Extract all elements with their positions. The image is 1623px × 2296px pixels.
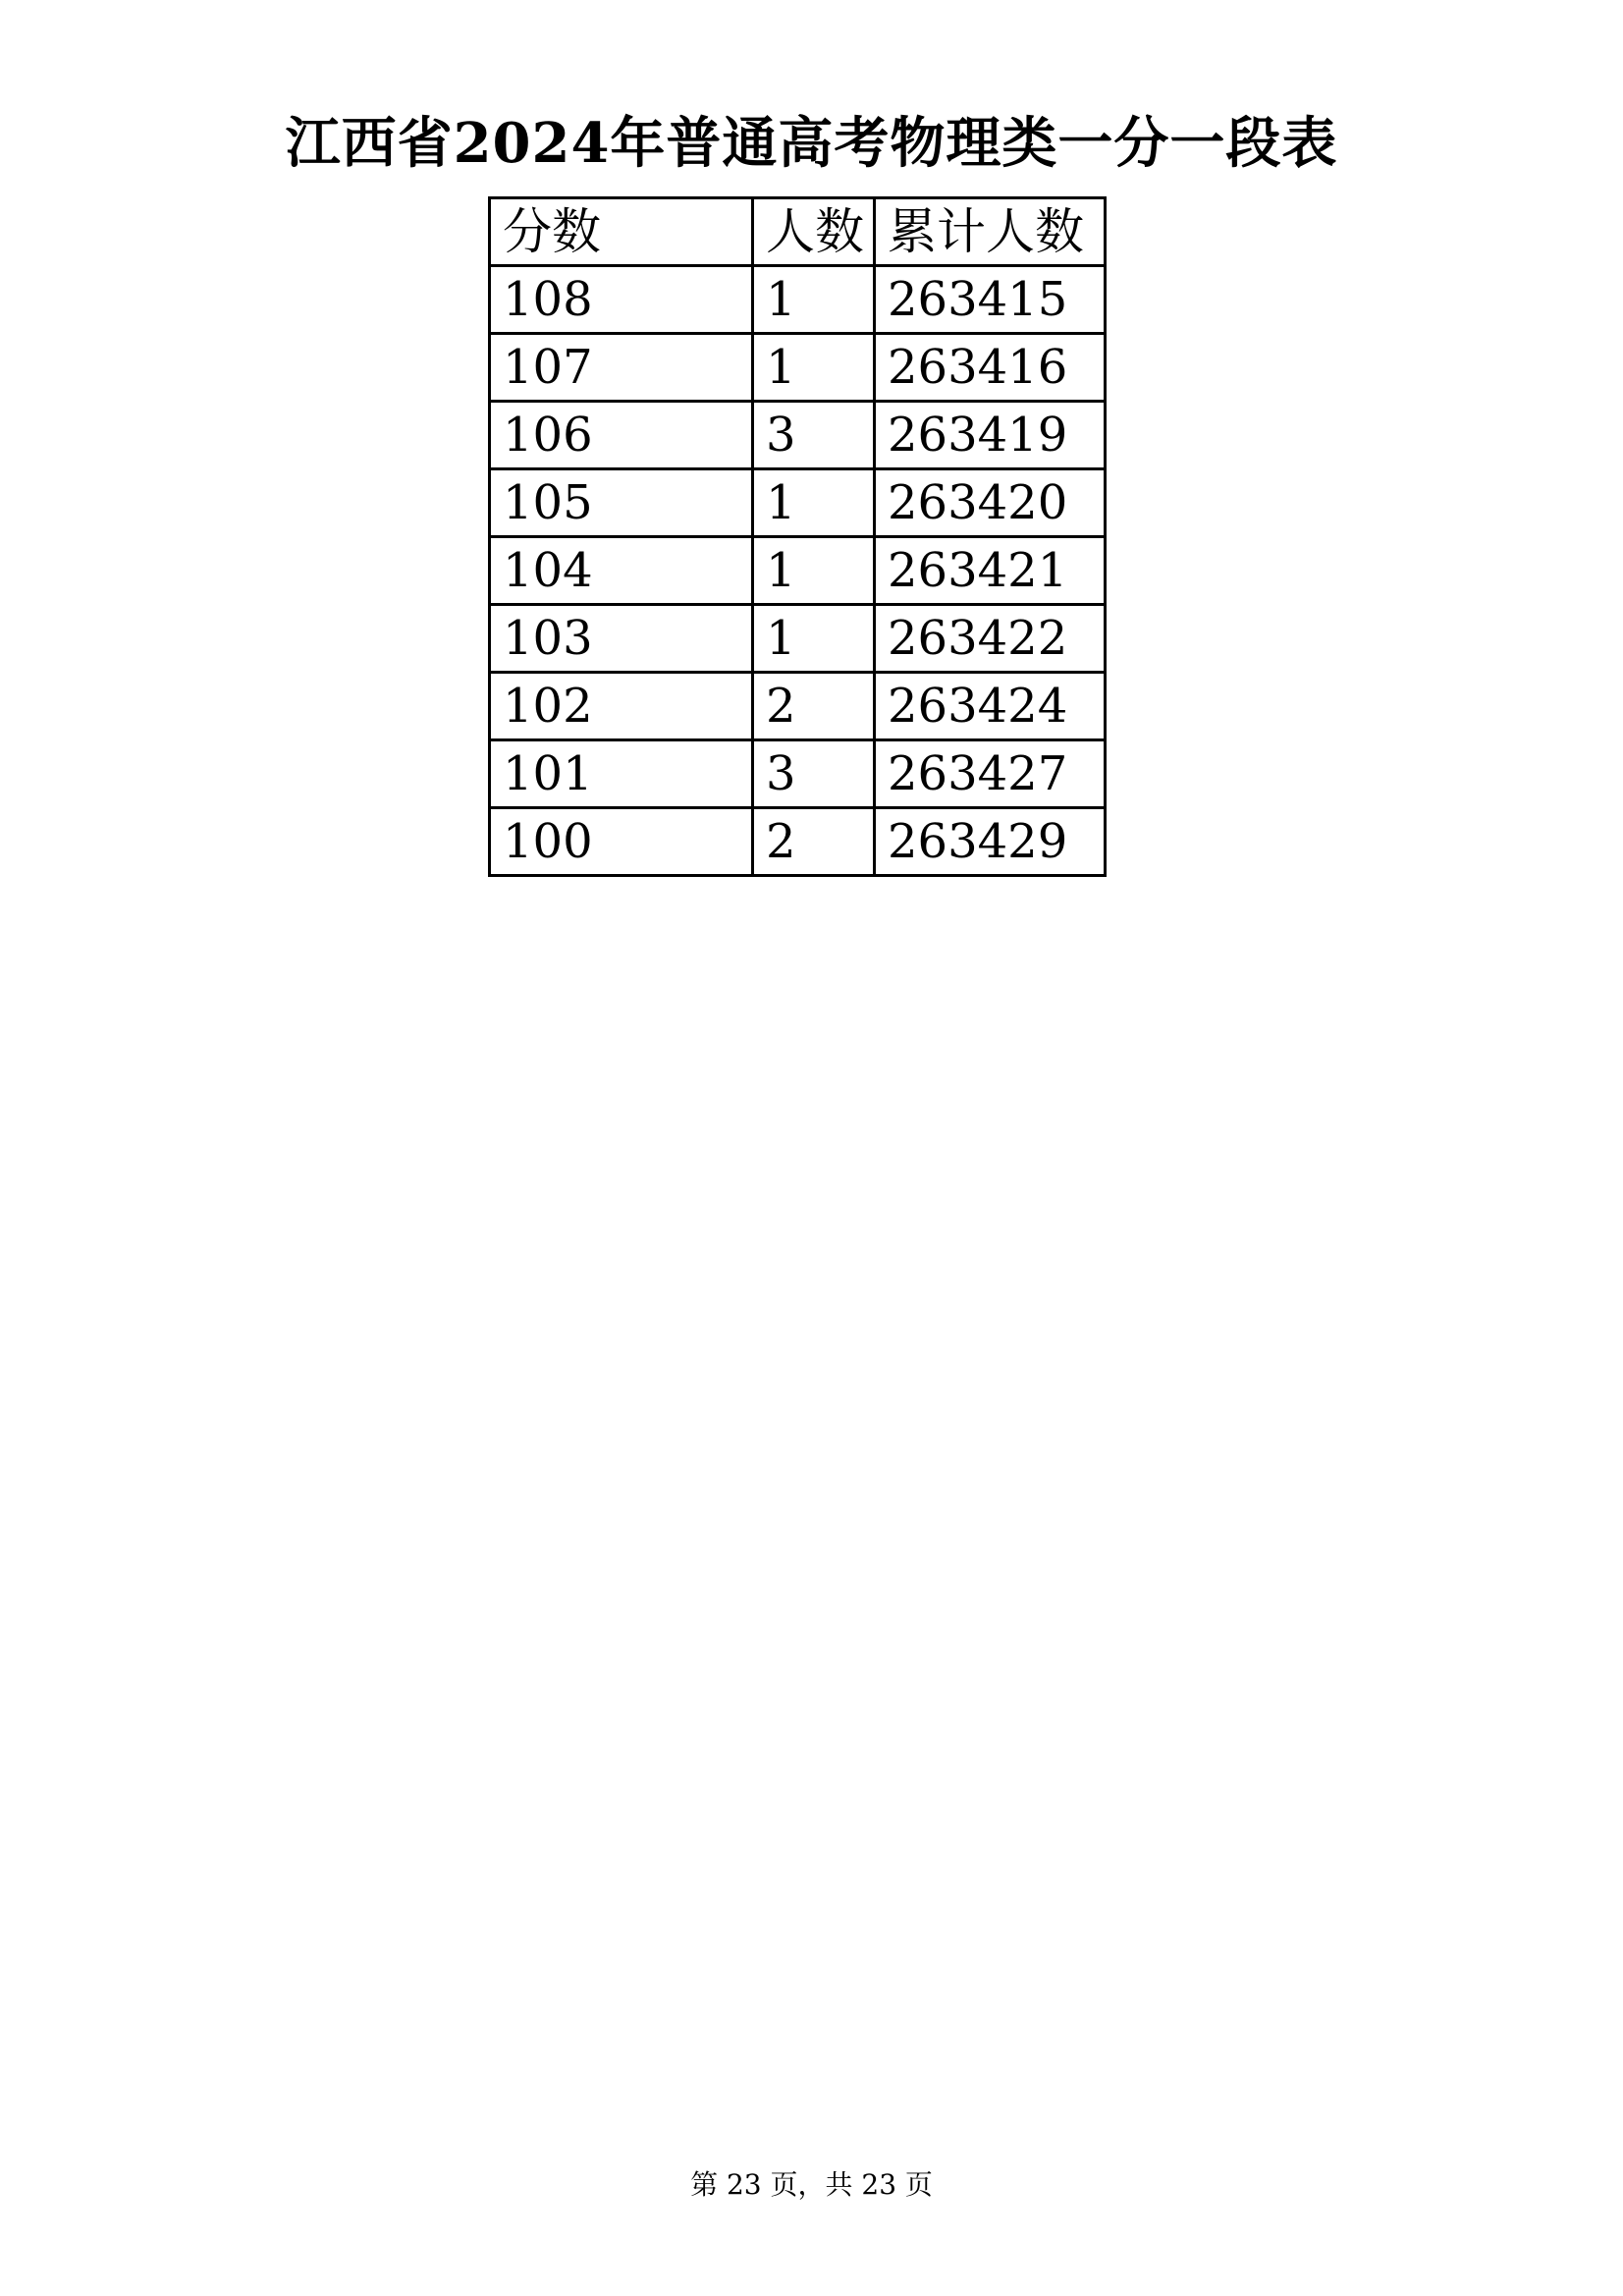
table-row [490, 469, 1106, 537]
cell-score: 104 [490, 537, 753, 605]
cell-score: 101 [490, 740, 753, 808]
cell-score: 100 [490, 808, 753, 876]
table-row [490, 740, 1106, 808]
score-distribution-table [488, 196, 1107, 877]
cell-count: 2 [753, 673, 875, 740]
cell-cumulative-count: 263419 [875, 402, 1106, 469]
table-row [490, 605, 1106, 673]
table-row [490, 537, 1106, 605]
cell-cumulative-count: 263429 [875, 808, 1106, 876]
header-count: 人数 [753, 198, 875, 266]
page-number-footer: 第 23 页，共 23 页 [690, 2168, 933, 2201]
header-cumulative-count: 累计人数 [875, 198, 1106, 266]
cell-cumulative-count: 263420 [875, 469, 1106, 537]
page-title: 江西省2024年普通高考物理类一分一段表 [285, 111, 1338, 176]
cell-cumulative-count: 263421 [875, 537, 1106, 605]
cell-score: 105 [490, 469, 753, 537]
table-row [490, 334, 1106, 402]
table-row [490, 808, 1106, 876]
cell-score: 103 [490, 605, 753, 673]
cell-score: 107 [490, 334, 753, 402]
cell-count: 1 [753, 537, 875, 605]
table-row [490, 673, 1106, 740]
cell-count: 1 [753, 266, 875, 334]
cell-score: 102 [490, 673, 753, 740]
table-row [490, 266, 1106, 334]
cell-cumulative-count: 263415 [875, 266, 1106, 334]
cell-count: 3 [753, 740, 875, 808]
table-header-row [490, 198, 1106, 266]
cell-count: 1 [753, 334, 875, 402]
cell-cumulative-count: 263416 [875, 334, 1106, 402]
cell-cumulative-count: 263424 [875, 673, 1106, 740]
cell-cumulative-count: 263427 [875, 740, 1106, 808]
header-score: 分数 [490, 198, 753, 266]
cell-score: 106 [490, 402, 753, 469]
cell-count: 3 [753, 402, 875, 469]
cell-count: 1 [753, 469, 875, 537]
table-row [490, 402, 1106, 469]
cell-cumulative-count: 263422 [875, 605, 1106, 673]
cell-count: 1 [753, 605, 875, 673]
cell-score: 108 [490, 266, 753, 334]
cell-count: 2 [753, 808, 875, 876]
